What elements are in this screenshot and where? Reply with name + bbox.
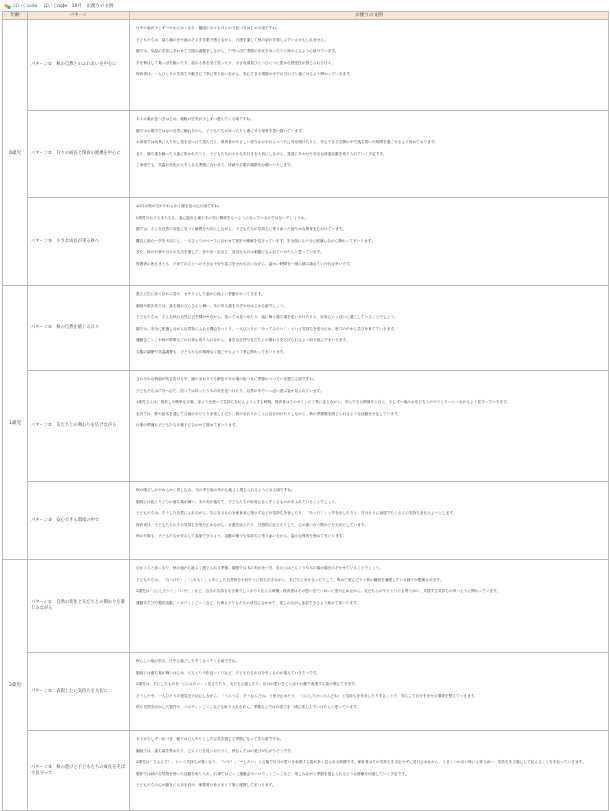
table-row (3, 731, 609, 811)
example-paragraph: 園庭には落ち葉が舞いはじめ、どんぐりや松ぼっくりなど、子どもたちの目を引くものが増えていきそうです。 (136, 670, 320, 675)
example-paragraph: 保育者は、一人ひとりの気持ちや動きに丁寧に寄り添いながら、安心できる環境の中でのびのびと過ごせるよう関わっていきます。 (136, 72, 354, 77)
example-paragraph: 空がぐんと高くなり、秋の風が心地よく感じられる季節。園庭では木の実が色づき、足元にはどんぐりや木の葉が顔をのぞかせていることでしょう。 (136, 566, 383, 570)
pattern-cell: パターン③ 小さな成長が実る秋へ (28, 198, 130, 286)
pattern-cell: パターン② 日々の成長と保育の連携を中心に (28, 111, 130, 198)
table-row (3, 653, 609, 731)
example-paragraph: 子どもたちの心の動きにも目を向け、保護者の皆さまと丁寧に連携してまいります。 (136, 783, 276, 788)
pattern-cell: パターン① 秋の自然を感じる日々 (28, 286, 130, 371)
example-paragraph: 園では、気温の変化にあわせて衣服の調節をしながら、戸外へ出て季節の変化をゆったりと味わえるよう心掛けています。 (136, 49, 339, 54)
example-paragraph: 離乳に進む一歩を大切にし、一人ひとりのペースに合わせて授乳や睡眠を見守っています。安全面にも十分に配慮しながら関わってまいります。 (136, 238, 375, 243)
example-paragraph: 園では、安全に配慮しながら自然物にふれる機会をつくり、一人ひとりの「やってみたい！」という気持ちを受け止め、遊びの中から学びを育てていきます。 (136, 326, 398, 331)
example-paragraph: 保護者の皆さまとも、子育てのひとつの小さな不安や喜びを分かち合いながら、温かい時間を一緒に積み重ねていければ幸いです。 (136, 261, 354, 266)
example-text-cell (130, 20, 609, 111)
example-paragraph: また、落ち葉を触ったり風に吹かれたりと、子どもたちの小さな気付きを大切にしながら、発達にあわせた安全な探索活動を取り入れていく予定です。 (136, 151, 387, 156)
example-paragraph: 園庭や散歩先では、落ち葉がひらひらと舞い、木の実も顔をのぞかせはじめる頃でしょう。 (136, 303, 288, 308)
pattern-cell: パターン① 秋の自然とのふれあいを中心に (28, 20, 130, 111)
table-row (3, 111, 609, 198)
example-paragraph: 秋らしい風が吹き、日中も過ごしやすくなってくる頃ですね。 (136, 659, 240, 663)
example-paragraph: さわやかな秋風が吹き抜ける中、園のまわりでも鮮色や木の葉の色づきに季節のうつろいを感じる頃ですね。 (136, 377, 317, 381)
age-cell: 1歳児 (3, 286, 28, 560)
example-paragraph: 子どもたちは戸外へ出て、拾っては持ったり木の実を見つけたり、自然の中でいっぱい遊ぶ姿が見られています。 (136, 388, 324, 393)
table-row (3, 560, 609, 653)
header-bar (4, 2, 113, 10)
example-paragraph: 園庭では、落ち葉を集めたり、どんぐりを見つけたりと、秋ならではの遊びが広がりそうです。 (136, 748, 295, 753)
example-paragraph: 1歳児さんは、指差しや簡単な言葉、身ぶりを使って気持ちを伝えようとする時期。保育者はそのサインに丁寧に応じながら、安心できる関係を土台に、少しずつ他のお友だちとのやりとりへとつながるよう見守っていきます。 (136, 400, 511, 405)
table-row (3, 198, 609, 286)
example-paragraph: また、秋の行事や日々の生活を通して、食や音・色など、身近なものは刺激にもふれていけたらと思っています。 (136, 250, 324, 255)
example-paragraph: 木々の葉が色づきはじめ、朝晩の空気が少しずつ澄んでくる頃ですね。 (136, 117, 254, 121)
table-row (3, 286, 609, 371)
example-paragraph: 園では、そんな自然の変化に気づく瞬間を大切にしながら、子どもたちの気持ちに寄り添った穏やかな保育を心がけています。 (136, 227, 346, 232)
example-paragraph: 園庭には色とりどりの落ち葉が舞い、木の実が落ちて、子どもたちの好奇心をくすぐるものがあふれていることでしょう。 (136, 499, 339, 504)
column-header-age: 年齢 (3, 12, 28, 20)
pattern-cell: パターン③ 秋の遊びと子どもたちの成長をそばで見守って (28, 731, 130, 811)
example-paragraph: 行事の準備も子どもたちの様子に合わせて進めてまいります。 (136, 423, 239, 428)
example-paragraph: 運動会ごっこや秋の散策などの行事も取り入れながら、身近な自然や友だちとの関わりを広げられるよう取り組んでまいります。 (136, 338, 350, 343)
example-paragraph: 秋の陽ざしがやわらかく差し込み、虫の声や風の音が心地よく感じられるようになる頃ですね。 (136, 488, 295, 492)
example-text-cell (130, 198, 609, 286)
example-paragraph: 秋の行事も、子どもたちが安心して参加できるよう、活動の様子や気持ちに寄り添いながら、温かな保育を進めてまいります。 (136, 534, 346, 539)
example-paragraph: 澄んだ空に高く浮かぶ雲や、カサリとした風が心地よい季節がやってきます。 (136, 292, 265, 296)
example-paragraph: 子どもたちは、そうした自然にふれながら、気になるものを保育者に指さすなどの気持ちを表したり、「あった！」と声を出したりと、自分なりに表現でたくさんの気持ちを伝えようとします。 (136, 511, 457, 516)
example-paragraph: 運動あそびや製作活動、ハロウィンごっこなど、行事も子どもたちの成長に合わせて、楽しみながら参加できるよう進めてまいります。 (136, 600, 361, 605)
example-paragraph: 2歳児は「○○したい！」「いや！」など、自分の気持ちを言葉でしっかりと伝える時期。保育者はその思いをていねいに受け止めながら、友だちとのやりとりにも寄り添い、共感する気持ちが育つように関わっています。 (136, 589, 501, 594)
table-row (3, 482, 609, 560)
example-paragraph: 保育者は、子どもたちのその気持ちを受け止めながら、言葉を添えたり、共感的に応じたりして、心の通い合う関わりを大切にしています。 (136, 522, 368, 527)
pattern-cell: パターン② 表現したい気持ちを大切に (28, 653, 130, 731)
example-text-cell (130, 560, 609, 653)
pattern-cell: パターン③ 安心できる環境の中で (28, 482, 130, 560)
pattern-cell: パターン② 友だちとの関わりを広げながら (28, 371, 130, 482)
example-text-cell (130, 371, 609, 482)
example-paragraph: 日中の風が少しずつやわらかくなり、園庭の木々もほんのり色づきはじめる頃ですね。 (136, 26, 280, 30)
example-paragraph: 子どもたちは、「みつけた！」「これも！」と手にした自然物を大切そうに持ち歩きながら、友だちと見せ合ったりして、集めて遊んだりと秋の園庭を満喫している様子が想像されます。 (136, 577, 444, 582)
column-header-example: お便りの文例 (130, 12, 609, 20)
logo-icon (4, 3, 11, 10)
example-paragraph: ご家庭でも、気温の変化が大きくなる季節に合わせて、体調や衣服の調節をお願いいたします。 (136, 163, 295, 168)
example-paragraph: 子どもたちは、そんな秋の自然に目を輝かせながら、拾っては見つめたり、風に舞う落ち葉を追いかけたりと、好奇心いっぱいに過ごしていることでしょう。 (136, 315, 398, 320)
example-paragraph: 製作では秋の自然物を使った活動を取り入れ、行事ではごっこ運動会やハロウィンごっこなど、楽しみながら季節を感じられるような経験を用意していく予定です。 (136, 771, 409, 776)
table-header-row (3, 12, 609, 20)
example-paragraph: 2歳児は「じぶんで！」という気持ちが強くなり、「いや！」「ーしたい」と言葉で自分の思いを表現する姿が多く見られる時期です。保育者はその気持ちを否定せずに受け止めながら、うまくいかない時にも寄り添い、気持ちを言葉にして伝えることを手伝っていきます。 (136, 760, 586, 765)
letter-examples-table (2, 11, 609, 811)
example-text-cell (130, 482, 609, 560)
document-title: ほいくnote 10月 お便りの文例 (43, 4, 114, 9)
example-paragraph: 0歳児のお子さまたちも、風に揺れる葉や木の実に興味をもつようになっているのではないでしょうか。 (136, 215, 308, 220)
example-text-cell (130, 286, 609, 371)
pattern-cell: パターン① 自然の変化と友だちとの関わりを楽しみながら (28, 560, 130, 653)
app-logo (4, 3, 37, 10)
example-paragraph: 園ではお散歩ではなの自然に触れながら、子どもたちがゆったりと過ごせる保育を思い描いています。 (136, 128, 306, 133)
example-paragraph: 木々が少しずつ色づき、朝夕はひんやりとした空気を感じる季節になってきた頃ですね。 (136, 737, 284, 741)
column-header-pattern: パターン (28, 12, 130, 20)
example-paragraph: 秋の自然を活かした製作や、ハロウィンごっこなども取り入れながら、季節ならではの遊びを一緒に楽しんでいけたらと思っています。 (136, 705, 361, 710)
table-row (3, 20, 609, 111)
age-cell: 0歳児 (3, 20, 28, 286)
example-paragraph: お部屋では玩具に入り出し役を見つけて遊んだり、保育者のやさしい語りかけやわらべうたに耳を傾けたりと、安心できる空間の中で落ち着いた時間を過ごせるよう努めております。 (136, 140, 439, 145)
example-paragraph: 2歳児は、手にしたものを「○○みたい」と見立てたり、友だちに渡したり、自分の思いをことばや行動で表現する姿が増えてきます。 (136, 682, 359, 687)
example-text-cell (130, 653, 609, 731)
example-text-cell (130, 731, 609, 811)
example-paragraph: 手を伸ばして葉っぱを触ったり、揺れる枝を見て笑ったり、小さな発見ひとつひとつに豊かな感受性が感じられる日々。 (136, 60, 335, 65)
table-row (3, 371, 609, 482)
example-paragraph: 10月は秋の空がやわらかく園を包み込む頃ですね。 (136, 204, 222, 208)
logo-text: ほいくsuite (13, 4, 38, 9)
example-paragraph: そうした中、一人ひとりの発見を大切にしながら、「うんうん、そうなんだね」と受け止めたり、「○○したかったんだね」と気持ちを代弁したりすることで、安心して自分を出せる環境を整えていきます。 (136, 693, 478, 698)
example-paragraph: 衣服の調節や気温調整も、子どもたちが無理なく過ごせるよう丁寧に関わってまいります。 (136, 349, 287, 354)
example-paragraph: 子どもたちは、落ち葉の音や風のそよぎを肌で感じながら、五感を通して秋の訪れを楽しんでいるかもしれません。 (136, 37, 328, 42)
example-paragraph: 室内では、歌や絵本を通じて言葉のやりとりを楽しんだり、秋のまわりのことに目を向けたりしながら、秋の季節感を感じられるような活動を予定しています。 (136, 411, 402, 416)
age-cell: 2歳児 (3, 560, 28, 811)
example-text-cell (130, 111, 609, 198)
